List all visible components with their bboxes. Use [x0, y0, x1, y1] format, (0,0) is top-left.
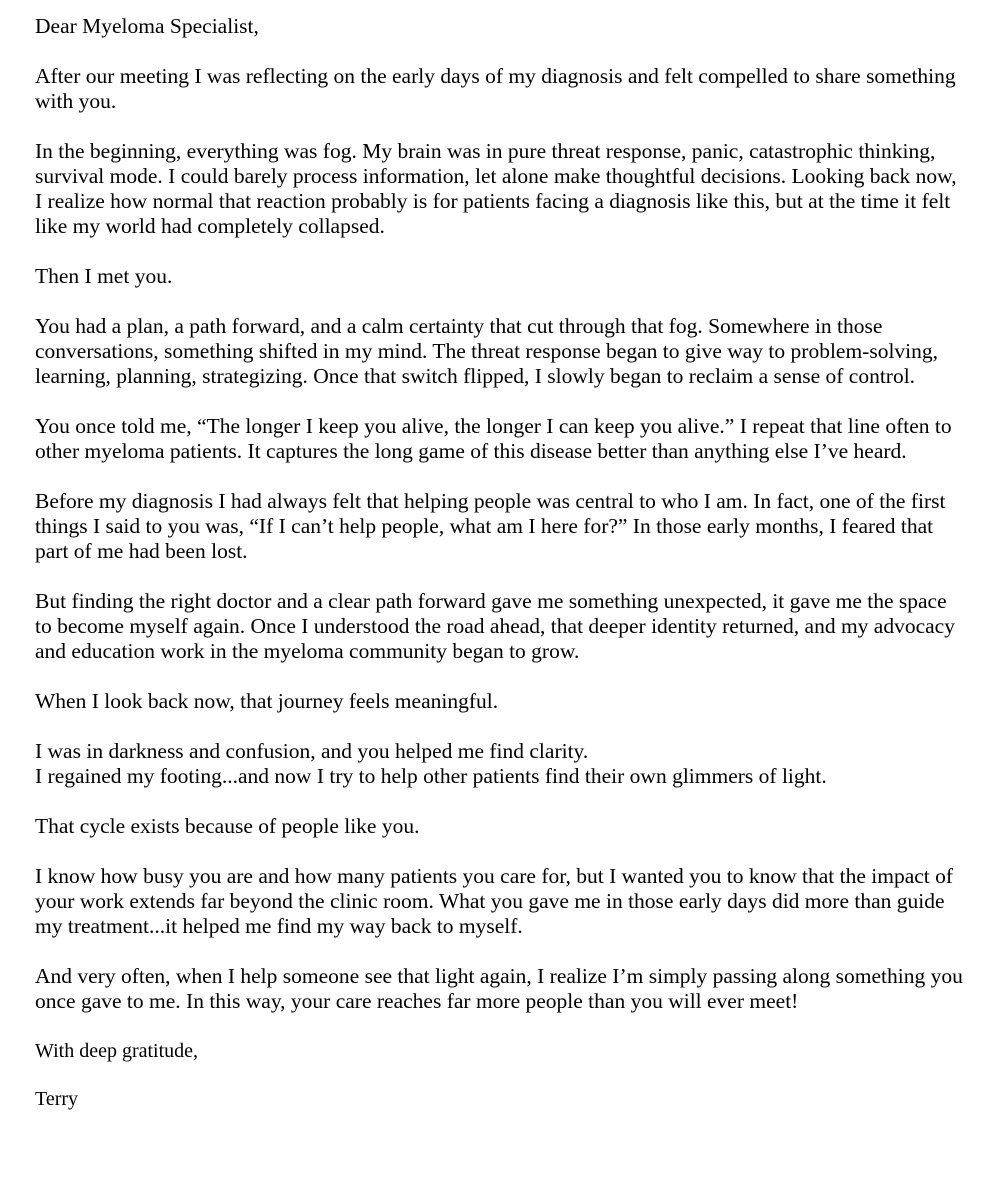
salutation: Dear Myeloma Specialist,: [35, 14, 259, 38]
paragraph-helping-people: Before my diagnosis I had always felt that helping people was central to who I am. In fact, one of the first things I said to you was, “If I can’t help people, what am I here for?” In those early months, I feared that part of me had been lost.: [35, 489, 946, 563]
signature: Terry: [35, 1088, 79, 1110]
paragraph-darkness-line: I was in darkness and confusion, and you helped me find clarity.: [35, 739, 589, 763]
paragraph-fog: In the beginning, everything was fog. My brain was in pure threat response, panic, catastrophic thinking, survival mode. I could barely process information, let alone make thoughtful decisions. Looking back now, I realize how normal that reaction probably is for patients facing a diagnosis like this, but at the time it felt like my world had completely collapsed.: [35, 139, 957, 238]
paragraph-impact: I know how busy you are and how many patients you care for, but I wanted you to know that the impact of your work extends far beyond the clinic room. What you gave me in those early days did more than guide my treatment...it helped me find my way back to myself.: [35, 864, 954, 938]
paragraph-passing-along: And very often, when I help someone see that light again, I realize I’m simply passing along something you once gave to me. In this way, your care reaches far more people than you will ever meet!: [35, 964, 963, 1013]
paragraph-plan: You had a plan, a path forward, and a calm certainty that cut through that fog. Somewhere in those conversations, something shifted in my mind. The threat response began to give way to problem-solving, learning, planning, strategizing. Once that switch flipped, I slowly began to reclaim a sense of control.: [35, 314, 939, 388]
paragraph-reflection: After our meeting I was reflecting on the early days of my diagnosis and felt compelled to share something with you.: [35, 64, 956, 113]
paragraph-right-doctor: But finding the right doctor and a clear path forward gave me something unexpected, it gave me the space to become myself again. Once I understood the road ahead, that deeper identity returned, and my advocacy and education work in the myeloma community began to grow.: [35, 589, 955, 663]
closing: With deep gratitude,: [35, 1040, 199, 1062]
paragraph-quote: You once told me, “The longer I keep you alive, the longer I can keep you alive.” I repeat that line often to other myeloma patients. It captures the long game of this disease better than anything else I’ve heard.: [35, 414, 952, 463]
paragraph-cycle: That cycle exists because of people like you.: [35, 814, 420, 838]
paragraph-met-you: Then I met you.: [35, 264, 173, 288]
paragraph-journey: When I look back now, that journey feels meaningful.: [35, 689, 499, 713]
paragraph-footing-line: I regained my footing...and now I try to help other patients find their own glimmers of light.: [35, 764, 827, 788]
